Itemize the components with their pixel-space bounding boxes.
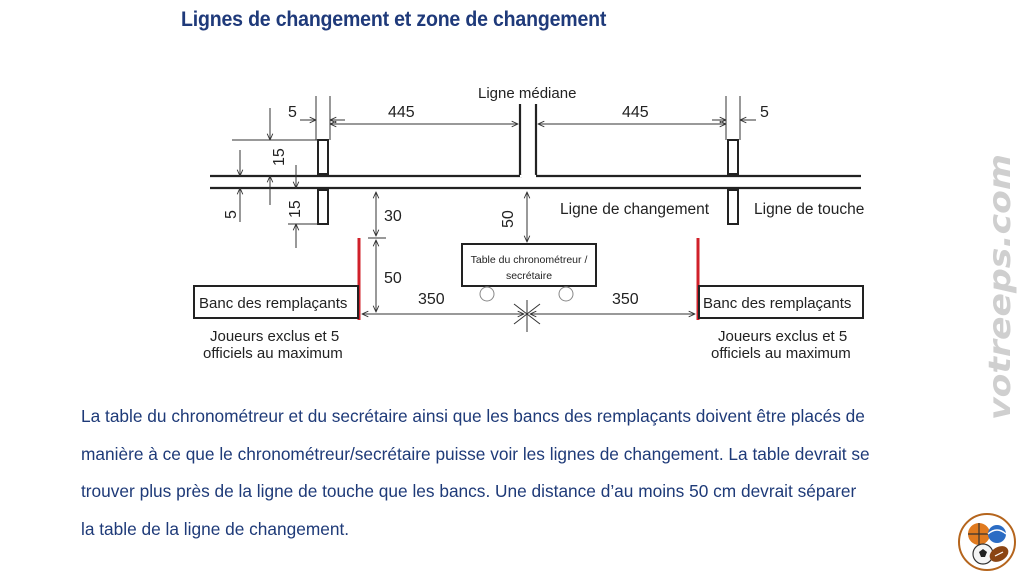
- label-dim-445-right: 445: [622, 104, 649, 121]
- label-bench-left: Banc des remplaçants: [199, 295, 348, 312]
- label-dim-30: 30: [384, 208, 402, 225]
- label-dim-445-left: 445: [388, 104, 415, 121]
- label-dim-50-table: 50: [500, 210, 517, 228]
- note-right-1: Joueurs exclus et 5: [718, 328, 848, 345]
- paragraph-line-1: La table du chronométreur et du secrétaire ainsi que les bancs des remplaçants doivent être placés de: [81, 406, 865, 426]
- left-substitution-line: [318, 140, 328, 224]
- paragraph-line-4: la table de la ligne de changement.: [81, 518, 350, 539]
- label-table-line1: Table du chronométreur /: [470, 254, 588, 266]
- label-dim-350-right: 350: [612, 291, 639, 308]
- dim-vertical-left: [232, 108, 318, 248]
- note-right-2: officiels au maximum: [711, 345, 851, 362]
- note-left-2: officiels au maximum: [203, 345, 343, 362]
- note-left-1: Joueurs exclus et 5: [210, 328, 340, 345]
- sports-balls-logo-icon: [957, 512, 1017, 572]
- label-dim-5-right: 5: [760, 104, 769, 121]
- paragraph-line-2: manière à ce que le chronométreur/secrétaire puisse voir les lignes de changement. La table devrait se: [81, 443, 870, 464]
- touch-line: [210, 176, 861, 188]
- label-ligne-de-touche: Ligne de touche: [754, 201, 865, 218]
- label-ligne-de-changement: Ligne de changement: [560, 201, 710, 218]
- watermark-text: votreeps.com: [983, 189, 1018, 420]
- label-ligne-mediane: Ligne médiane: [478, 85, 577, 102]
- label-bench-right: Banc des remplaçants: [703, 295, 852, 312]
- dim-5-left: [300, 96, 345, 140]
- watermark: [968, 152, 1024, 422]
- description-paragraph: [81, 398, 981, 548]
- center-line: [520, 104, 536, 176]
- label-dim-5-vertical: 5: [223, 210, 240, 219]
- label-dim-350-left: 350: [418, 291, 445, 308]
- label-dim-50-bench: 50: [384, 270, 402, 287]
- label-dim-5-left: 5: [288, 104, 297, 121]
- label-dim-15-upper: 15: [271, 148, 288, 166]
- dim-5-right: [712, 96, 756, 140]
- right-substitution-line: [728, 140, 738, 224]
- page-title: Lignes de changement et zone de changement: [181, 8, 607, 31]
- paragraph-line-3: trouver plus près de la ligne de touche que les bancs. Une distance d’au moins 50 cm devrait séparer: [81, 481, 857, 501]
- label-table-line2: secrétaire: [505, 270, 553, 282]
- dim-350: [362, 300, 695, 332]
- label-dim-15-lower: 15: [287, 200, 304, 218]
